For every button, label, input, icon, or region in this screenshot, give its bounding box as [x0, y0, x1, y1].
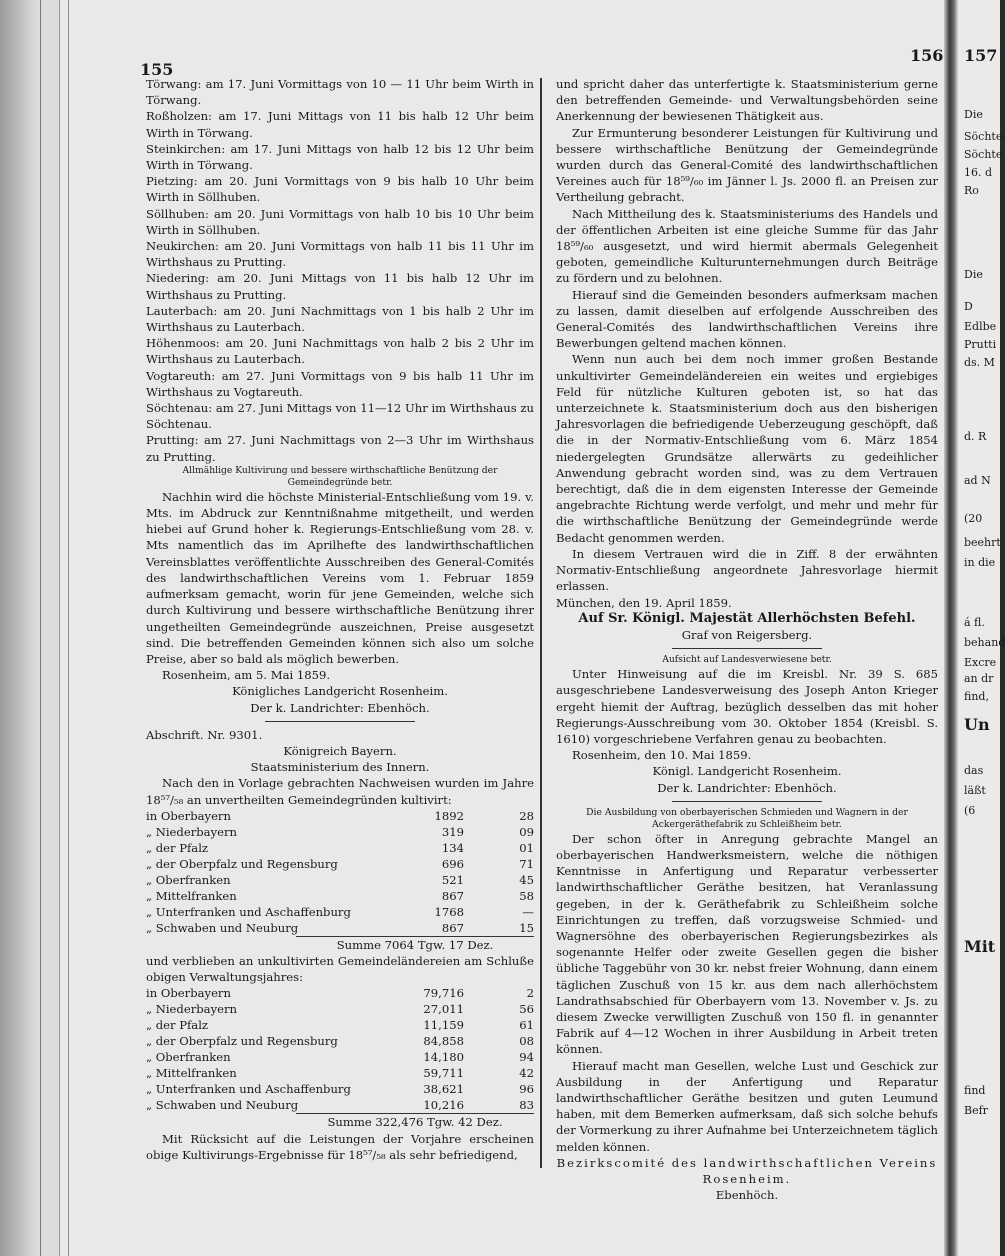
region-cell: „ Mittelfranken: [146, 1066, 237, 1081]
court-name: Königl. Landgericht Rosenheim.: [652, 764, 842, 779]
next-page-edge: [958, 0, 1005, 1256]
region-cell: „ Unterfranken und Aschaffenburg: [146, 904, 351, 919]
text-fragment: ad N: [964, 474, 991, 487]
section-title: Aufsicht auf Landesverwiesene betr.: [662, 654, 832, 666]
text-fragment: find: [964, 1084, 986, 1097]
table-sum: Summe 322,476 Tgw. 42 Dez.: [296, 1113, 534, 1130]
tagwerk-cell: 1768: [434, 904, 464, 919]
text-fragment: Söchte: [964, 148, 1003, 161]
page-number-next: 157: [964, 46, 998, 65]
dezimal-cell: 94: [519, 1050, 534, 1065]
tagwerk-cell: 696: [441, 856, 464, 871]
text-fragment: Mit: [964, 937, 996, 956]
text-fragment: D: [964, 300, 973, 313]
dezimal-cell: 09: [519, 824, 534, 839]
schedule-entry: Lauterbach: am 20. Juni Nachmittags von 1 bis halb 2 Uhr im Wirthshaus zu Lauterbach.: [146, 303, 534, 335]
text-fragment: ds. M: [964, 356, 995, 369]
uncultivated-land-table: [146, 985, 534, 1113]
stacked-page-edge: [58, 0, 69, 1256]
tagwerk-cell: 11,159: [423, 1018, 464, 1033]
table-row: [146, 1017, 534, 1033]
body-paragraph: Der schon öfter in Anregung gebrachte Mangel an oberbayerischen Handwerksmeistern, welche die nöthigen Kenntnisse in Anfertigung und Reparatur verbesserter landwirthschaftlicher Geräthe besitzen, hat Veranlassung gegeben, in der k. Geräthefabrik zu Schleißheim solche Einrichtungen zu treffen, daß vorzugsweise Schmied- und Wagnersöhne des oberbayerischen Regierungsbezirkes als sogenannte Helfer oder zweite Gesellen gegen die bisher übliche Taggebühr von 30 kr. nebst freier Wohnung, dann einem täglichen Zuschuß von 15 kr. aus dem nach allerhöchstem Landrathsabschied für Oberbayern vom 13. November v. Js. zu diesem Zwecke verwilligten Zuschuß von 150 fl. in genannter Fabrik auf 4—12 Wochen in ihrer Ausbildung in Arbeit treten können.: [556, 831, 938, 1057]
book-gutter: [944, 0, 958, 1256]
schedule-entry: Neukirchen: am 20. Juni Vormittags von halb 11 bis 11 Uhr im Wirthshaus zu Prutting.: [146, 239, 534, 270]
dezimal-cell: 45: [519, 872, 534, 887]
body-paragraph: Unter Hinweisung auf die im Kreisbl. Nr. 39 S. 685 ausgeschriebene Landesverweisung des Joseph Anton Krieger ergeht hiemit der Auftrag, bezüglich desselben das mit hoher Regierungs-Ausschreibung vom 30. Oktober 1854 (Kreisbl. S. 1610) vorgeschriebene Verfahren genau zu beobachten.: [556, 667, 938, 746]
table-row: [146, 904, 534, 920]
region-cell: „ Mittelfranken: [146, 888, 237, 903]
schedule-entry: Vogtareuth: am 27. Juni Vormittags von 9 bis halb 11 Uhr im Wirthshaus zu Vogtareuth.: [146, 368, 534, 399]
closing-paragraph: Mit Rücksicht auf die Leistungen der Vorjahre erscheinen obige Kultivirungs-Ergebnisse für 18⁵⁷/₅₈ als sehr befriedigend,: [146, 1131, 534, 1162]
page-number-right: 156: [910, 46, 944, 65]
text-fragment: d. R: [964, 430, 987, 443]
tagwerk-cell: 1892: [434, 808, 464, 823]
text-fragment: behand: [964, 636, 1005, 649]
divider-rule: [672, 648, 822, 649]
schedule-entry: Pietzing: am 20. Juni Vormittags von 9 bis halb 10 Uhr beim Wirth in Söllhuben.: [146, 174, 534, 205]
date-line: Rosenheim, am 5. Mai 1859.: [162, 668, 331, 683]
kingdom-heading: Königreich Bayern.: [283, 743, 397, 758]
text-fragment: Edlbe: [964, 320, 997, 333]
left-column: [146, 76, 534, 1163]
section-title: Allmählige Kultivirung und bessere wirthschaftliche Benützung der Gemeindegründe betr.: [182, 464, 498, 488]
table-row: [146, 1049, 534, 1065]
table-row: [146, 1033, 534, 1049]
stacked-page-edges: [40, 0, 60, 1256]
committee-name: Bezirkscomité des landwirthschaftlichen Vereins Rosenheim.: [556, 1155, 938, 1186]
tagwerk-cell: 867: [441, 888, 464, 903]
schedule-entry: Roßholzen: am 17. Juni Mittags von 11 bis halb 12 Uhr beim Wirth in Törwang.: [146, 109, 534, 140]
tagwerk-cell: 84,858: [423, 1034, 464, 1049]
text-fragment: an dr: [964, 672, 994, 685]
body-paragraph: Hierauf sind die Gemeinden besonders aufmerksam machen zu lassen, damit dieselben auf erfolgende Ausschreiben des General-Comités des landwirthschaftlichen Vereins ihre Bewerbungen geltend machen können.: [556, 287, 938, 351]
text-fragment: läßt: [964, 784, 986, 797]
region-cell: in Oberbayern: [146, 986, 231, 1001]
table-row: [146, 1097, 534, 1113]
table-row: [146, 1001, 534, 1017]
dezimal-cell: 58: [519, 888, 534, 903]
dezimal-cell: 15: [519, 920, 534, 935]
tagwerk-cell: 59,711: [423, 1066, 464, 1081]
schedule-entry: Söchtenau: am 27. Juni Mittags von 11—12 Uhr im Wirthshaus zu Söchtenau.: [146, 401, 534, 432]
dezimal-cell: 96: [519, 1082, 534, 1097]
schedule-list: [146, 76, 534, 465]
body-paragraph: und spricht daher das unterfertigte k. Staatsministerium gerne den betreffenden Gemeinde- und Verwaltungsbehörden seine Anerkennung der bewiesenen Thätigkeit aus.: [556, 77, 938, 124]
region-cell: in Oberbayern: [146, 808, 231, 823]
cultivated-land-table: [146, 808, 534, 936]
dezimal-cell: 28: [519, 808, 534, 823]
text-fragment: Un: [964, 715, 990, 734]
text-fragment: Befr: [964, 1104, 988, 1117]
count-signature: Graf von Reigersberg.: [681, 627, 813, 642]
dezimal-cell: 08: [519, 1034, 534, 1049]
schedule-entry: Prutting: am 27. Juni Nachmittags von 2—3 Uhr im Wirthshaus zu Prutting.: [146, 433, 534, 464]
text-fragment: find,: [964, 690, 989, 703]
dezimal-cell: 61: [519, 1018, 534, 1033]
dezimal-cell: 42: [519, 1066, 534, 1081]
court-name: Königliches Landgericht Rosenheim.: [232, 684, 448, 699]
table-row: [146, 1065, 534, 1081]
body-paragraph: Wenn nun auch bei dem noch immer großen Bestande unkultivirter Gemeindeländereien ein weites und ergiebiges Feld für nützliche Kulturen geboten ist, so hat das unterzeichnete k. Staatsministerium doch aus den bisherigen Jahresvorlagen die befriedigende Ueberzeugung geschöpft, daß die in der Normativ-Entschließung vom 6. März 1854 niedergelegten Grundsätze allerwärts zu gedeihlicher Anwendung gebracht worden sind, was zu dem Vertrauen berechtigt, daß die in dem eigensten Interesse der Gemeinde angebrachte Richtung werde verfolgt, und mehr und mehr für die wirthschaftliche Benützung der Gemeindegründe werde Bedacht genommen werden.: [556, 352, 938, 545]
tagwerk-cell: 867: [441, 920, 464, 935]
table-row: [146, 985, 534, 1001]
region-cell: „ Schwaben und Neuburg: [146, 1098, 299, 1113]
table-row: [146, 840, 534, 856]
copy-label: Abschrift. Nr. 9301.: [146, 727, 263, 742]
column-divider: [540, 78, 542, 1168]
text-fragment: Die: [964, 268, 983, 281]
table-row: [146, 1081, 534, 1097]
table-row: [146, 872, 534, 888]
tagwerk-cell: 134: [441, 840, 464, 855]
divider-rule: [265, 721, 415, 722]
ministry-heading: Staatsministerium des Innern.: [250, 760, 430, 775]
schedule-entry: Söllhuben: am 20. Juni Vormittags von halb 10 bis 10 Uhr beim Wirth in Söllhuben.: [146, 206, 534, 237]
region-cell: „ Oberfranken: [146, 872, 231, 887]
schedule-entry: Höhenmoos: am 20. Juni Nachmittags von halb 2 bis 2 Uhr im Wirthshaus zu Lauterbach.: [146, 336, 534, 367]
tagwerk-cell: 10,216: [423, 1098, 464, 1113]
tagwerk-cell: 14,180: [423, 1050, 464, 1065]
region-cell: „ der Oberpfalz und Regensburg: [146, 856, 338, 871]
text-fragment: das: [964, 764, 984, 777]
region-cell: „ Oberfranken: [146, 1050, 231, 1065]
dezimal-cell: 83: [519, 1098, 534, 1113]
text-fragment: (20: [964, 512, 983, 525]
dezimal-cell: 56: [519, 1002, 534, 1017]
region-cell: „ der Pfalz: [146, 840, 209, 855]
text-fragment: beehrt: [964, 536, 1001, 549]
committee-signer: Ebenhöch.: [715, 1188, 779, 1203]
tagwerk-cell: 521: [441, 872, 464, 887]
judge-signature: Der k. Landrichter: Ebenhöch.: [657, 780, 837, 795]
body-paragraph: Nachhin wird die höchste Ministerial-Entschließung vom 19. v. Mts. im Abdruck zur Kenntnißnahme mitgetheilt, und werden hiebei auf Grund hoher k. Regierungs-Entschließung vom 28. v. Mts namentlich das im Aprilhefte des landwirthschaftlichen Vereinsblattes veröffentlichte Ausschreiben des General-Comités des landwirthschaftlichen Vereins vom 1. Februar 1859 aufmerksam gemacht, worin für jene Gemeinden, welche sich durch Kultivirung und bessere wirthschaftliche Benützung ihrer ungetheilten Gemeindegründe auszeichnen, Preise ausgesetzt sind. Die betreffenden Gemeinden können sich also um solche Preise, aber so bald als möglich bewerben.: [146, 489, 534, 666]
region-cell: „ Niederbayern: [146, 824, 237, 839]
body-paragraph: Nach Mittheilung des k. Staatsministeriums des Handels und der öffentlichen Arbeiten ist eine gleiche Summe für das Jahr 18⁵⁹/₆₀ ausgesetzt, und wird hiermit abermals Gelegenheit geboten, gemeindliche Kulturunternehmungen durch Beiträge zu fördern und zu belohnen.: [556, 206, 938, 286]
text-fragment: in die: [964, 556, 996, 569]
text-fragment: Söchte: [964, 130, 1003, 143]
schedule-entry: Steinkirchen: am 17. Juni Mittags von halb 12 bis 12 Uhr beim Wirth in Törwang.: [146, 141, 534, 173]
royal-order: Auf Sr. Königl. Majestät Allerhöchsten Befehl.: [578, 610, 916, 626]
dezimal-cell: 01: [519, 840, 534, 855]
region-cell: „ Schwaben und Neuburg: [146, 920, 299, 935]
tagwerk-cell: 38,621: [423, 1082, 464, 1097]
divider-rule: [672, 801, 822, 802]
table-intro: Nach den in Vorlage gebrachten Nachweisen wurden im Jahre 18⁵⁷/₅₈ an unvertheilten Gemeindegründen kultivirt:: [146, 776, 534, 807]
dezimal-cell: —: [522, 904, 534, 919]
date-line: Rosenheim, den 10. Mai 1859.: [572, 748, 752, 763]
table-row: [146, 808, 534, 824]
text-fragment: (6: [964, 804, 976, 817]
schedule-entry: Niedering: am 20. Juni Mittags von 11 bis halb 12 Uhr im Wirthshaus zu Prutting.: [146, 271, 534, 302]
tagwerk-cell: 27,011: [423, 1002, 464, 1017]
tagwerk-cell: 319: [441, 824, 464, 839]
text-fragment: Die: [964, 108, 983, 121]
body-paragraph: Zur Ermunterung besonderer Leistungen für Kultivirung und bessere wirthschaftliche Benützung der Gemeindegründe wurden durch das General-Comité des landwirthschaftlichen Vereines auch für 18⁵⁹/₆₀ im Jänner l. Js. 2000 fl. an Preisen zur Vertheilung gebracht.: [556, 125, 938, 205]
table-row: [146, 920, 534, 936]
dezimal-cell: 2: [526, 986, 534, 1001]
text-fragment: Excre: [964, 656, 997, 669]
right-column: [556, 76, 938, 1203]
schedule-entry: Törwang: am 17. Juni Vormittags von 10 — 11 Uhr beim Wirth in Törwang.: [146, 77, 534, 108]
table-sum: Summe 7064 Tgw. 17 Dez.: [296, 936, 534, 953]
table-row: [146, 888, 534, 904]
region-cell: „ Niederbayern: [146, 1002, 237, 1017]
page-number-left: 155: [140, 60, 174, 79]
body-paragraph: In diesem Vertrauen wird die in Ziff. 8 der erwähnten Normativ-Entschließung angeordnete Jahresvorlage hiermit erlassen.: [556, 546, 938, 594]
table-row: [146, 856, 534, 872]
judge-signature: Der k. Landrichter: Ebenhöch.: [250, 700, 430, 715]
section-title: Die Ausbildung von oberbayerischen Schmieden und Wagnern in der Ackergeräthefabrik zu Schleißheim betr.: [586, 806, 908, 830]
text-fragment: Ro: [964, 184, 979, 197]
tagwerk-cell: 79,716: [423, 986, 464, 1001]
text-fragment: á fl.: [964, 616, 985, 629]
date-line: München, den 19. April 1859.: [556, 595, 732, 610]
text-fragment: Prutti: [964, 338, 997, 351]
body-paragraph: Hierauf macht man Gesellen, welche Lust und Geschick zur Ausbildung in der Anfertigung und Reparatur landwirthschaftlicher Geräthe besitzen und guten Leumund haben, mit dem Bemerken aufmerksam, daß sich solche behufs der Vormerkung zu ihrer Aufnahme bei Unterzeichnetem täglich melden können.: [556, 1058, 938, 1154]
region-cell: „ der Oberpfalz und Regensburg: [146, 1034, 338, 1049]
text-fragment: 16. d: [964, 166, 993, 179]
region-cell: „ Unterfranken und Aschaffenburg: [146, 1082, 351, 1097]
table-row: [146, 824, 534, 840]
region-cell: „ der Pfalz: [146, 1018, 209, 1033]
table-intro: und verblieben an unkultivirten Gemeindeländereien am Schluße obigen Verwaltungsjahres:: [146, 953, 534, 985]
dezimal-cell: 71: [519, 856, 534, 871]
